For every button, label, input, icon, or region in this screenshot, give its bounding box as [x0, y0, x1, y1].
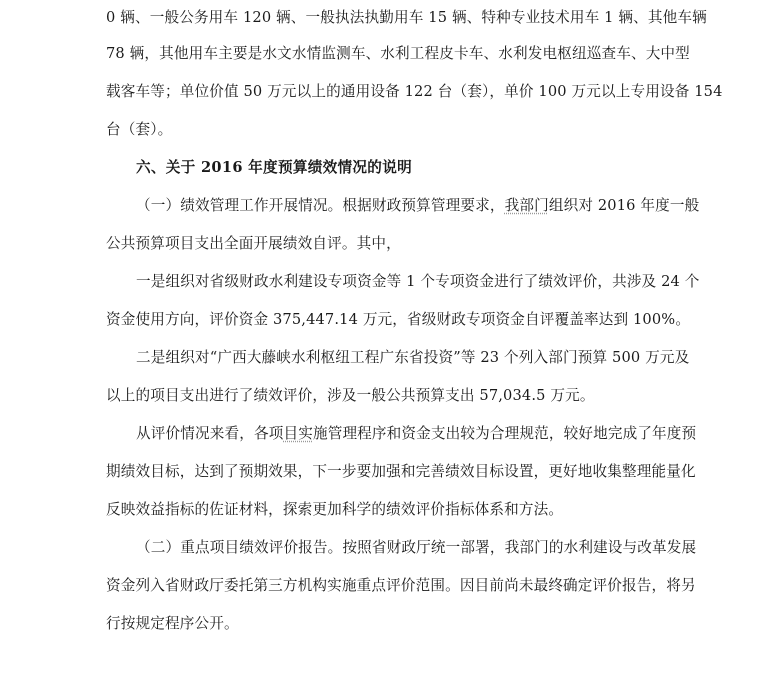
paragraph-line: 资金使用方向，评价资金 375,447.14 万元，省级财政专项资金自评覆盖率达到 100%。: [106, 311, 691, 328]
paragraph-line: 行按规定程序公开。: [106, 615, 239, 632]
body-text-line: 台（套）。: [106, 121, 173, 138]
paragraph-line: 以上的项目支出进行了绩效评价，涉及一般公共预算支出 57,034.5 万元。: [106, 387, 595, 404]
paragraph-line: 反映效益指标的佐证材料，探索更加科学的绩效评价指标体系和方法。: [106, 501, 564, 518]
text-span: 施管理程序和资金支出较为合理规范，较好地完成了年度预: [312, 425, 697, 442]
paragraph-line: 期绩效目标，达到了预期效果，下一步要加强和完善绩效目标设置，更好地收集整理能量化: [106, 463, 696, 480]
text-span: （一）绩效管理工作开展情况。根据财政预算管理要求，: [136, 197, 505, 214]
section-heading: 六、关于 2016 年度预算绩效情况的说明: [136, 159, 412, 176]
underlined-text: 我部门: [504, 197, 549, 214]
paragraph-line: 二是组织对“广西大藤峡水利枢纽工程广东省投资”等 23 个列入部门预算 500 万元及: [136, 349, 690, 366]
body-text-line: 78 辆，其他用车主要是水文水情监测车、水利工程皮卡车、水利发电枢纽巡查车、大中型: [106, 45, 690, 62]
body-text-line: 载客车等；单位价值 50 万元以上的通用设备 122 台（套），单价 100 万元以上专用设备 154: [106, 83, 723, 100]
paragraph-line: 资金列入省财政厅委托第三方机构实施重点评价范围。因目前尚未最终确定评价报告，将另: [106, 577, 696, 594]
paragraph-line: [136, 424, 696, 444]
paragraph-line: 公共预算项目支出全面开展绩效自评。其中，: [106, 235, 401, 252]
paragraph-line: 一是组织对省级财政水利建设专项资金等 1 个专项资金进行了绩效评价，共涉及 24 个: [136, 273, 700, 290]
underlined-text: 目实: [283, 425, 313, 442]
text-span: 从评价情况来看，各项: [136, 425, 284, 442]
body-text-line: 0 辆、一般公务用车 120 辆、一般执法执勤用车 15 辆、特种专业技术用车 1 辆、其他车辆: [106, 9, 707, 26]
paragraph-line: （二）重点项目绩效评价报告。按照省财政厅统一部署，我部门的水利建设与改革发展: [136, 539, 697, 556]
paragraph-line: [136, 196, 700, 216]
text-span: 组织对 2016 年度一般: [548, 197, 700, 214]
